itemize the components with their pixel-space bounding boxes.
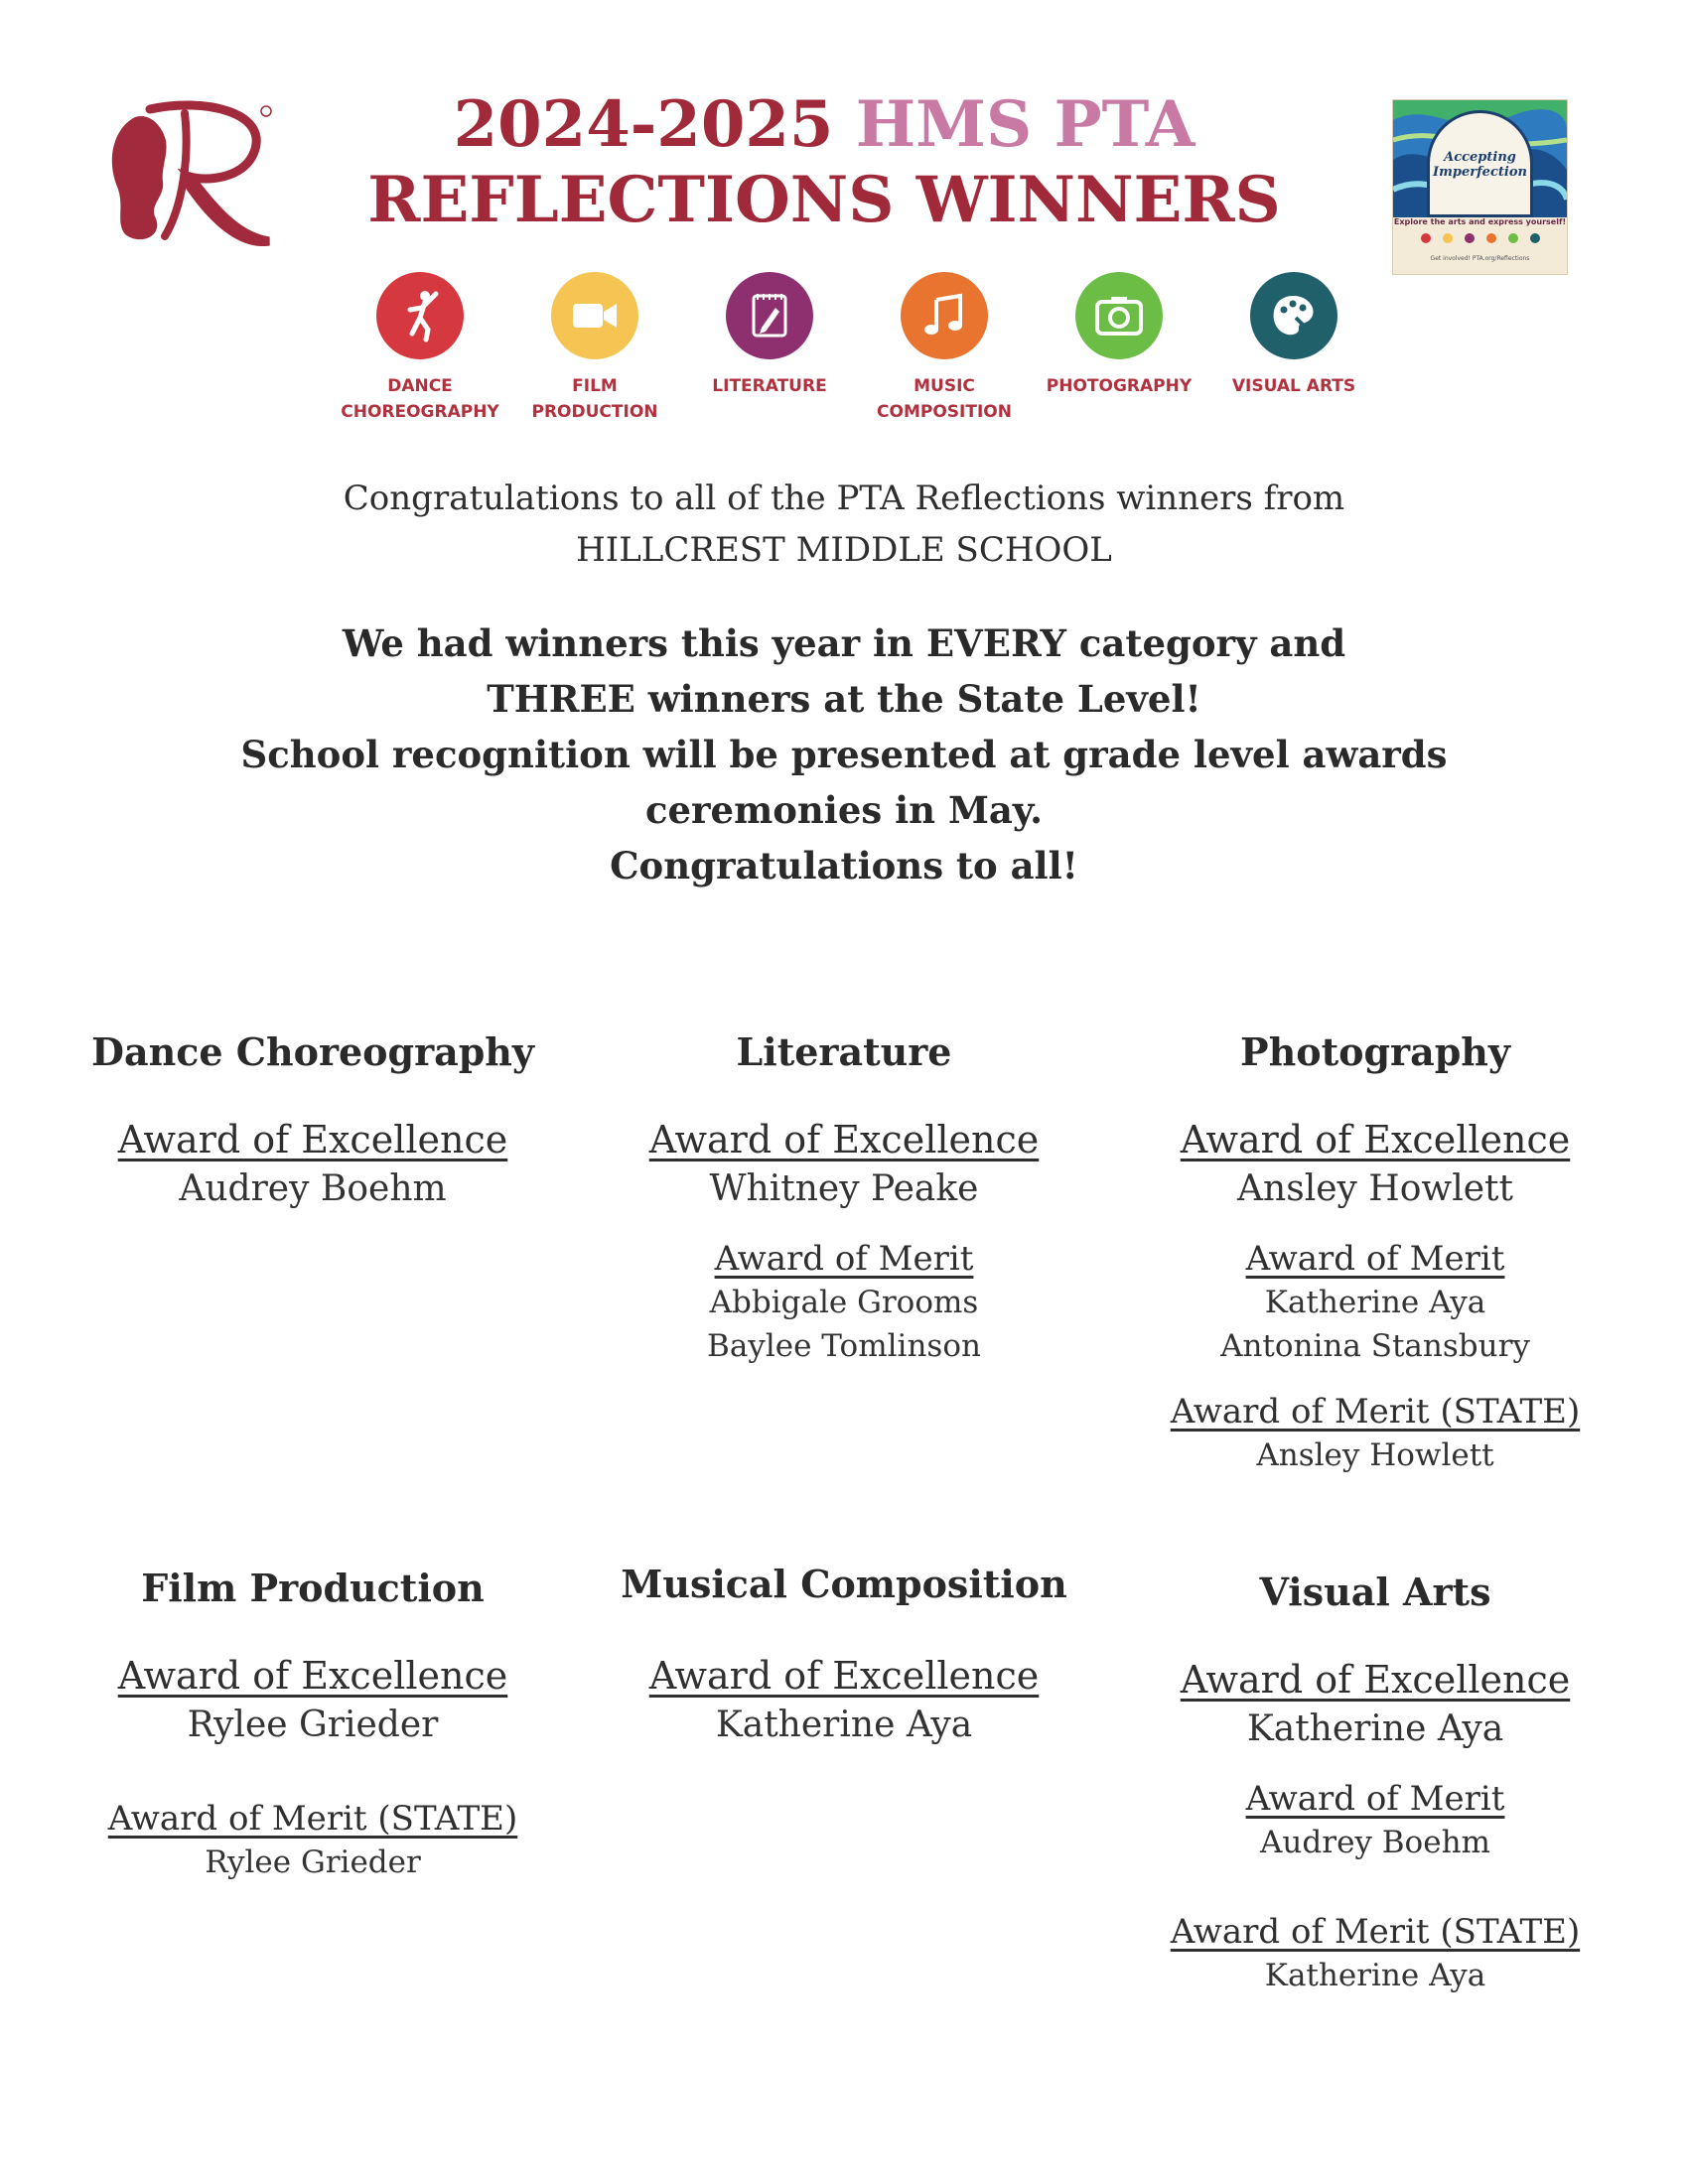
category-dance <box>336 272 504 425</box>
category-heading: Visual Arts <box>1259 1570 1491 1614</box>
poster-theme: Accepting Imperfection <box>1433 150 1527 180</box>
winner-name: Abbigale Grooms <box>709 1285 979 1320</box>
award-block <box>1117 1777 1633 1864</box>
camera-icon <box>1075 272 1163 359</box>
poster-footer: Get involved! PTA.org/Reflections <box>1430 255 1530 262</box>
award-block <box>1117 1656 1633 1755</box>
reflections-r-logo <box>95 97 274 246</box>
award-title: Award of Merit <box>1245 1239 1505 1279</box>
award-block <box>1117 1390 1633 1477</box>
category-label: PHOTOGRAPHY <box>1046 376 1193 396</box>
winner-name: Baylee Tomlinson <box>707 1328 981 1364</box>
dance-awards-column <box>55 1028 571 1215</box>
award-title: Award of Excellence <box>648 1118 1040 1161</box>
award-title: Award of Merit (STATE) <box>1170 1392 1581 1432</box>
category-label: LITERATURE <box>712 376 827 396</box>
title-org: HMS PTA <box>855 87 1196 162</box>
school-name: HILLCREST MIDDLE SCHOOL <box>576 530 1112 570</box>
category-photography <box>1035 272 1203 399</box>
dancer-icon <box>376 272 464 359</box>
photography-awards-column <box>1117 1028 1633 1477</box>
category-heading: Musical Composition <box>621 1562 1067 1606</box>
visual-arts-awards-column <box>1117 1569 1633 1997</box>
award-block <box>1117 1237 1633 1368</box>
category-label: FILM PRODUCTION <box>531 376 658 422</box>
winner-name: Katherine Aya <box>715 1705 973 1745</box>
award-block <box>55 1652 571 1751</box>
category-visual-arts <box>1209 272 1378 399</box>
category-heading: Photography <box>1240 1029 1510 1074</box>
announcement-line: Congratulations to all! <box>610 844 1078 887</box>
winner-name: Ansley Howlett <box>1256 1437 1494 1473</box>
music-note-icon <box>901 272 988 359</box>
category-film <box>510 272 679 425</box>
announcement-line: ceremonies in May. <box>644 788 1044 832</box>
category-heading: Film Production <box>141 1566 485 1610</box>
winner-name: Ansley Howlett <box>1237 1168 1513 1209</box>
winner-name: Katherine Aya <box>1264 1285 1486 1320</box>
award-block <box>55 1797 571 1884</box>
winner-name: Whitney Peake <box>709 1168 979 1209</box>
award-title: Award of Merit (STATE) <box>1170 1912 1581 1952</box>
category-label: DANCE CHOREOGRAPHY <box>341 376 499 422</box>
winner-name: Rylee Grieder <box>205 1844 421 1880</box>
paint-palette-icon <box>1250 272 1337 359</box>
award-title: Award of Merit <box>714 1239 974 1279</box>
announcement-line: School recognition will be presented at grade level awards <box>240 733 1448 776</box>
award-block <box>1117 1910 1633 1997</box>
winner-name: Rylee Grieder <box>187 1705 439 1745</box>
category-label: MUSIC COMPOSITION <box>877 376 1012 422</box>
video-camera-icon <box>551 272 638 359</box>
category-literature <box>685 272 854 399</box>
award-title: Award of Excellence <box>117 1654 508 1698</box>
film-awards-column <box>55 1565 571 1884</box>
intro-line: Congratulations to all of the PTA Reflections winners from <box>343 478 1345 518</box>
announcement-line: We had winners this year in EVERY category and <box>342 621 1346 665</box>
award-block <box>55 1116 571 1215</box>
page-title-line-2: REFLECTIONS WINNERS <box>367 163 1281 237</box>
poster-tagline: Explore the arts and express yourself! <box>1393 217 1567 226</box>
announcement-line: THREE winners at the State Level! <box>487 677 1201 721</box>
intro-text <box>199 473 1489 576</box>
category-heading: Dance Choreography <box>91 1029 534 1074</box>
page-title-line-1 <box>298 87 1350 163</box>
category-heading: Literature <box>736 1029 952 1074</box>
category-music <box>860 272 1029 425</box>
announcement-text <box>199 615 1489 893</box>
title-year: 2024-2025 <box>453 87 834 162</box>
award-title: Award of Excellence <box>1180 1658 1571 1702</box>
theme-poster <box>1392 99 1568 275</box>
literature-awards-column <box>586 1028 1102 1368</box>
award-block <box>586 1652 1102 1751</box>
award-block <box>586 1116 1102 1215</box>
award-title: Award of Excellence <box>117 1118 508 1161</box>
award-title: Award of Excellence <box>648 1654 1040 1698</box>
winner-name: Audrey Boehm <box>179 1168 447 1209</box>
award-block <box>1117 1116 1633 1215</box>
winner-name: Audrey Boehm <box>1260 1825 1490 1860</box>
music-awards-column <box>586 1561 1102 1751</box>
award-title: Award of Merit <box>1245 1779 1505 1819</box>
category-label: VISUAL ARTS <box>1231 376 1356 396</box>
poster-category-dots <box>1421 233 1540 247</box>
award-title: Award of Merit (STATE) <box>107 1799 518 1839</box>
award-title: Award of Excellence <box>1180 1118 1571 1161</box>
award-block <box>586 1237 1102 1368</box>
winner-name: Katherine Aya <box>1246 1708 1504 1749</box>
notepad-pencil-icon <box>726 272 813 359</box>
winner-name: Katherine Aya <box>1264 1958 1486 1993</box>
winner-name: Antonina Stansbury <box>1220 1328 1530 1364</box>
